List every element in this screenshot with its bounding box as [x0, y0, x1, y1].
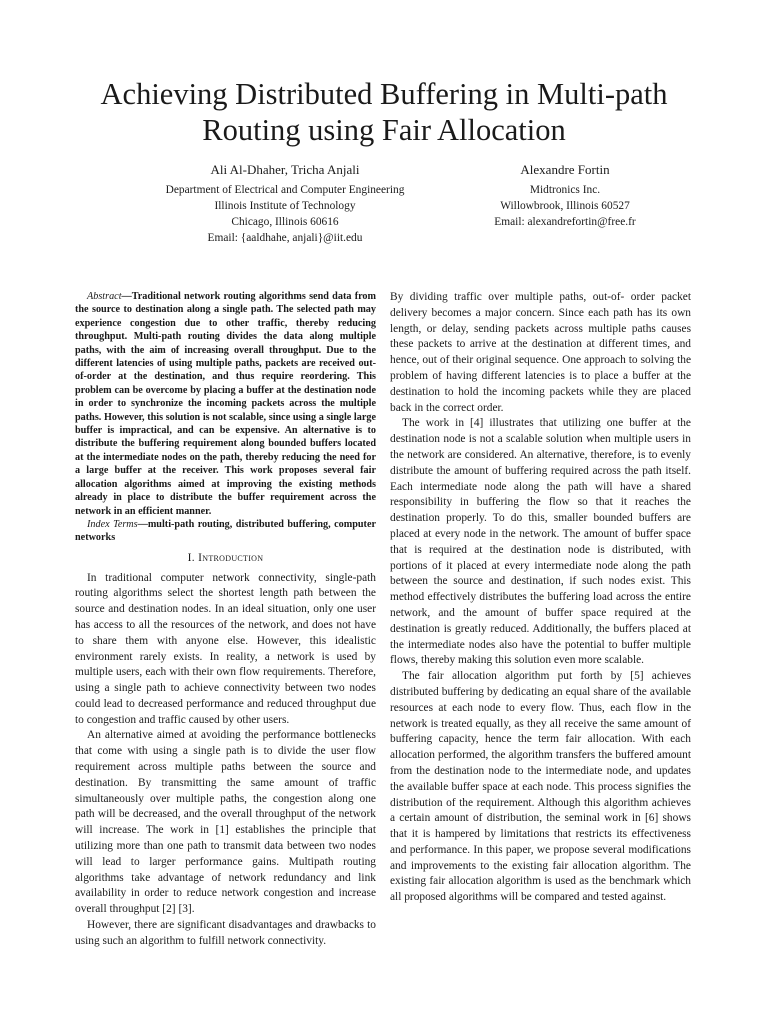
author-email: Email: alexandrefortin@free.fr [494, 216, 636, 228]
paragraph: An alternative aimed at avoiding the performance bottlenecks that come with using a single path is to divide the user flow requirement across multiple paths between the source and destination. By transmitting the same amount of traffic simultaneously over multiple paths, the congestion along one path will be decreased, and the overall throughput of the network will increase. The work in [1] establishes the principle that utilizing more than one path to transmit data between two nodes will lead to larger performance gains. Multipath routing algorithms take advantage of network redundancy and link availability in order to reduce network congestion and increase overall throughput [2] [3]. [75, 729, 376, 916]
index-terms [75, 518, 376, 545]
author-email: Email: {aaldhahe, anjali}@iit.edu [207, 232, 363, 244]
paragraph: In traditional computer network connectivity, single-path routing algorithms select the shortest length path between the source and destination nodes. In an ideal situation, only one user has access to all the resources of the network, and does not have to share them with anyone else. However, this idealistic environment rarely exists. In reality, a network is used by multiple users, each with their own flow requirements. Therefore, using a single path to achieve connectivity between two nodes could lead to decreased performance and reduced throughput due to congestion and traffic caused by other users. [75, 571, 376, 726]
author-organization: Midtronics Inc. [529, 184, 601, 196]
section-heading: I. Introduction [187, 551, 264, 564]
author-department: Department of Electrical and Computer Engineering [165, 184, 405, 196]
author-block-right [440, 162, 690, 230]
abstract-text: —Traditional network routing algorithms send data from the source to destination along a single path. The selected path may experience congestion due to other traffic, thereby reducing throughput. Multi-path routing divides the data along multiple paths, with the aim of increasing overall throughput. Due to the different latencies of using multiple paths, packets are received out-of-order at the destination, and thus require reordering. This problem can be overcome by placing a buffer at the destination node in order to synchronize the incoming packets across the multiple paths. However, this solution is not scalable, since using a single large buffer is impractical, and can be expensive. An alternative is to distribute the buffering requirement along bounded buffers located at the intermediate nodes on the path, thereby reducing the need for a large buffer at the receiver. This work proposes several fair allocation algorithms aimed at improving the existing methods already in place to distribute the buffer requirement across the network in an efficient manner. [75, 291, 376, 517]
paragraph: By dividing traffic over multiple paths, out-of- order packet delivery becomes a major concern. Since each path has its own length, or delay, sending packets across multiple paths causes these packets to arrive at the destination at different times, and hence, out of their original sequence. One approach to solving the problem of having different latencies is to place a buffer at the destination to hold the incoming packets while they are placed back in the correct order. [390, 291, 691, 414]
author-city: Chicago, Illinois 60616 [231, 216, 339, 228]
paragraph: The fair allocation algorithm put forth by [5] achieves distributed buffering by dedicating an equal share of the available resources at each node to every flow. Thus, each flow in the network is treated equally, as they all receive the same amount of buffering capacity, hence the term fair allocation. With each allocation performed, the algorithm transfers the buffered amount from the destination node to the intermediate node, and updates the available buffer space at each node. This process signifies the distribution of the requirement. Although this algorithm achieves a certain amount of distribution, the seminal work in [6] shows that it is hampered by limitations that restricts its effectiveness and performance. In this paper, we propose several modifications and improvements to the existing fair allocation algorithm. The existing fair allocation algorithm is used as the benchmark which all proposed algorithms will be compared and tested against. [390, 670, 691, 904]
paragraph: The work in [4] illustrates that utilizing one buffer at the destination node is not a scalable solution when multiple users in the network are considered. An alternative, therefore, is to evenly distribute the amount of buffering required across the path itself. Each intermediate node along the path will have a shared responsibility in buffering the flow so that it reaches the destination properly. To do this, smaller bounded buffers are placed at every node in the network. The amount of buffer space that is required at the destination node is distributed, with portions of it placed at every intermediate node along the path between the source and destination, if such nodes exist. This method effectively distributes the buffering load across the entire network, and the amount of buffer space required at the destination is greatly reduced. Additionally, the buffers placed at the intermediate nodes also have the potential to buffer multiple flows, thereby making this solution even more scalable. [390, 417, 691, 667]
author-names: Ali Al-Dhaher, Tricha Anjali [210, 162, 360, 177]
index-terms-text: —multi-path routing, distributed buffering, computer networks [75, 518, 376, 544]
author-block-left [125, 162, 445, 246]
author-institution: Illinois Institute of Technology [214, 200, 356, 212]
column-left [75, 290, 376, 950]
column-right [390, 290, 691, 906]
author-city: Willowbrook, Illinois 60527 [500, 200, 630, 212]
author-names: Alexandre Fortin [520, 162, 610, 177]
paragraph: However, there are significant disadvantages and drawbacks to using such an algorithm to fulfill network connectivity. [75, 919, 376, 947]
paper-title: Achieving Distributed Buffering in Multi-path Routing using Fair Allocation [100, 77, 668, 147]
abstract-label: Abstract [87, 291, 122, 302]
abstract [75, 290, 376, 518]
index-terms-label: Index Terms [87, 518, 138, 530]
